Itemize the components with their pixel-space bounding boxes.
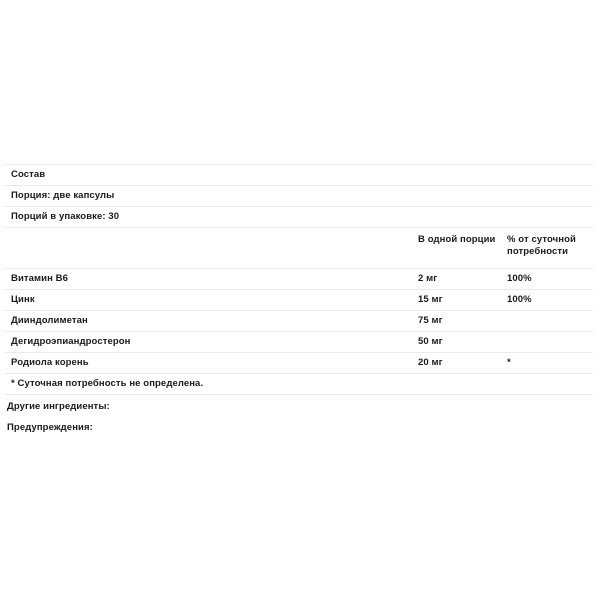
header-per-serving: В одной порции (414, 228, 503, 269)
table-row (5, 269, 593, 290)
table-row (5, 332, 593, 353)
ingredient-name: Родиола корень (5, 353, 414, 374)
ingredient-amount: 75 мг (414, 311, 503, 332)
ingredient-dv (503, 332, 593, 353)
footnote: * Суточная потребность не определена. (5, 374, 593, 395)
ingredient-dv (503, 311, 593, 332)
column-header-row (5, 228, 593, 269)
ingredient-dv: 100% (503, 290, 593, 311)
warnings-label: Предупреждения: (7, 422, 93, 433)
ingredient-name: Цинк (5, 290, 414, 311)
ingredient-amount: 2 мг (414, 269, 503, 290)
ingredient-amount: 20 мг (414, 353, 503, 374)
table-title-row (5, 165, 593, 186)
footnote-row (5, 374, 593, 395)
servings-per-container: Порций в упаковке: 30 (5, 207, 593, 228)
ingredient-name: Дегидроэпиандростерон (5, 332, 414, 353)
table-row (5, 311, 593, 332)
ingredient-name: Витамин B6 (5, 269, 414, 290)
composition-table (5, 164, 593, 395)
composition-table-container (5, 164, 593, 395)
ingredient-dv: 100% (503, 269, 593, 290)
header-name (5, 228, 414, 269)
other-ingredients-label: Другие ингредиенты: (7, 401, 110, 412)
table-title: Состав (5, 165, 593, 186)
servings-per-container-row (5, 207, 593, 228)
ingredient-name: Дииндолиметан (5, 311, 414, 332)
table-row (5, 290, 593, 311)
table-row (5, 353, 593, 374)
ingredient-dv: * (503, 353, 593, 374)
ingredient-amount: 15 мг (414, 290, 503, 311)
header-daily-value: % от суточной потребности (503, 228, 593, 269)
ingredient-amount: 50 мг (414, 332, 503, 353)
serving-row (5, 186, 593, 207)
serving-size: Порция: две капсулы (5, 186, 593, 207)
